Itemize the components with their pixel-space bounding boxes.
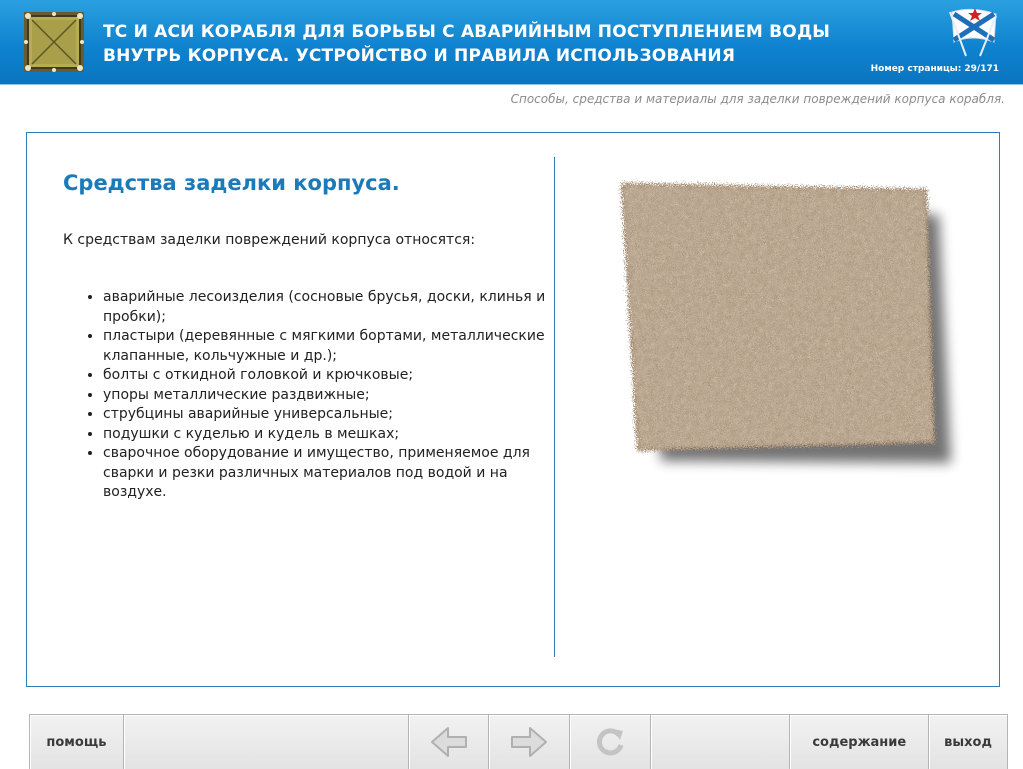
page-number-value: 29/171 (964, 64, 999, 74)
naval-flag-emblem-icon (942, 4, 1000, 58)
help-button[interactable]: помощь (30, 715, 124, 769)
list-item: • сварочное оборудование и имущество, применяемое для сварки и резки различных материалов под водой и на воздухе. (103, 444, 553, 503)
page-number-label: Номер страницы: (870, 64, 962, 74)
course-title (103, 20, 863, 68)
list-item: • упоры металлические раздвижные; (103, 386, 553, 406)
refresh-button[interactable] (570, 715, 651, 769)
back-button[interactable] (409, 715, 489, 769)
list-item: • подушки с куделью и кудель в мешках; (103, 425, 553, 445)
header-bar (0, 0, 1023, 85)
list-item: • струбцины аварийные универсальные; (103, 405, 553, 425)
arrow-right-icon (508, 725, 550, 759)
patch-icon (22, 10, 86, 74)
course-title-line-1: ТС И АСИ КОРАБЛЯ ДЛЯ БОРЬБЫ С АВАРИЙНЫМ ПОСТУПЛЕНИЕМ ВОДЫ (103, 22, 831, 42)
oakum-mat-image (609, 173, 969, 483)
list-item: • пластыри (деревянные с мягкими бортами, металлические клапанные, кольчужные и др.); (103, 327, 553, 366)
nav-spacer-left (124, 715, 409, 769)
refresh-icon (593, 725, 627, 759)
arrow-left-icon (428, 725, 470, 759)
forward-button[interactable] (489, 715, 570, 769)
contents-button[interactable]: содержание (790, 715, 929, 769)
list-item: • аварийные лесоизделия (сосновые брусья, доски, клинья и пробки); (103, 288, 553, 327)
content-panel (26, 132, 1000, 687)
items-list (63, 288, 553, 503)
navigation-bar (29, 714, 1008, 769)
content-title: Средства заделки корпуса. (63, 171, 400, 195)
list-item: • болты с откидной головкой и крючковые; (103, 366, 553, 386)
column-divider (554, 157, 555, 657)
nav-spacer-right (651, 715, 791, 769)
page-number (868, 64, 999, 74)
section-subtitle: Способы, средства и материалы для заделки повреждений корпуса корабля. (510, 92, 1005, 106)
content-intro: К средствам заделки повреждений корпуса относятся: (63, 232, 476, 248)
exit-button[interactable]: выход (929, 715, 1007, 769)
course-title-line-2: ВНУТРЬ КОРПУСА. УСТРОЙСТВО И ПРАВИЛА ИСПОЛЬЗОВАНИЯ (103, 46, 736, 66)
